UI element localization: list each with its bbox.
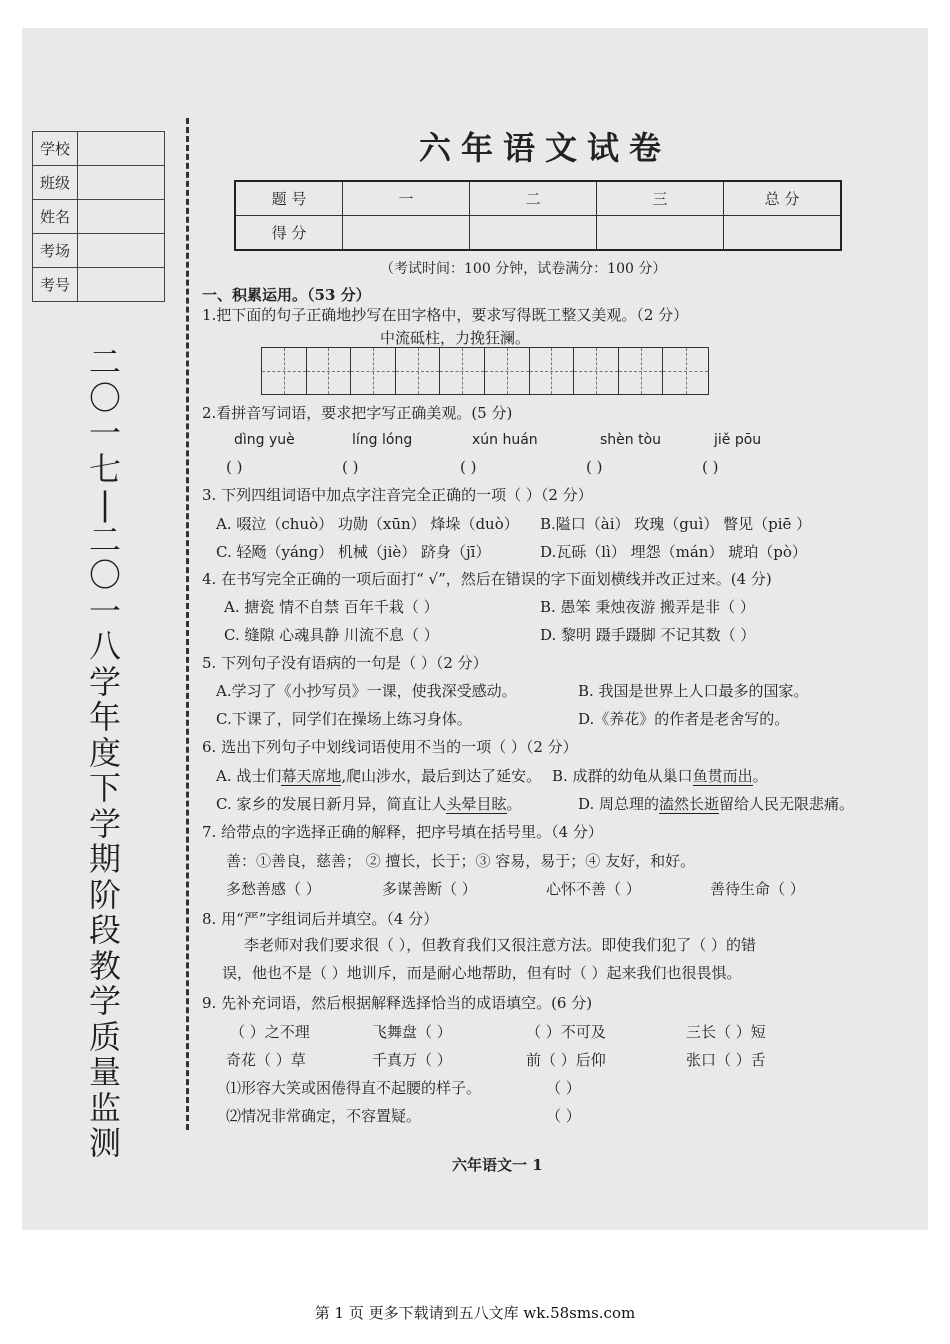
score-header-cell: 二: [470, 181, 597, 216]
option-b: B.隘口（ài） 玫瑰（guì） 瞥见（piē ）: [540, 515, 812, 533]
underlined-word: 头晕目眩: [446, 795, 507, 813]
question-4: 4. 在书写完全正确的一项后面打“ √”，然后在错误的字下面划横线并改正过来。(4 分): [202, 570, 772, 588]
option-b: B. 愚笨 秉烛夜游 搬弄是非（ ）: [540, 598, 755, 616]
option-d: D.《养花》的作者是老舍写的。: [578, 710, 790, 728]
copy-sentence: 中流砥柱，力挽狂澜。: [380, 329, 531, 347]
score-header-cell: 一: [343, 181, 470, 216]
score-cell: [724, 216, 842, 251]
vertical-title-char: 学: [88, 982, 121, 1020]
vertical-title-char: 度: [88, 733, 121, 772]
info-label: 学校: [33, 132, 78, 166]
vertical-title-char: 监: [88, 1088, 121, 1127]
word-item: 心怀不善（ ）: [546, 880, 641, 898]
page-footer: 六年语文一 1: [452, 1156, 543, 1174]
student-info-table: [32, 131, 165, 302]
info-label: 班级: [33, 166, 78, 200]
grid-cell[interactable]: [307, 348, 352, 394]
vertical-title-char: 二: [88, 520, 121, 559]
vertical-title-char: 学: [88, 804, 121, 843]
option-c: C. 轻飏（yáng） 机械（jiè） 跻身（jī）: [216, 543, 491, 561]
pinyin-item: jiě pōu: [714, 432, 762, 448]
grid-cell[interactable]: [619, 348, 664, 394]
explanation: ⑴形容大笑或困倦得直不起腰的样子。: [226, 1079, 482, 1097]
question-6: 6. 选出下列句子中划线词语使用不当的一项（ ）（2 分）: [202, 738, 578, 756]
score-header-cell: 题 号: [235, 181, 343, 216]
option-d: D.瓦砾（lì） 埋怨（mán） 琥珀（pò）: [540, 543, 807, 561]
idiom-item: 张口（ ）舌: [686, 1051, 766, 1069]
vertical-title-char: 八: [88, 627, 121, 665]
answer-blank[interactable]: （ ）: [546, 1079, 581, 1097]
underlined-word: 幕天席地: [281, 767, 342, 785]
word-item: 善待生命（ ）: [710, 880, 805, 898]
underlined-word: 鱼贯而出: [692, 767, 753, 785]
option-b: B. 成群的幼龟从巢口鱼贯而出。: [552, 767, 768, 785]
pinyin-item: líng lóng: [352, 432, 413, 448]
vertical-title-char: 测: [88, 1124, 121, 1162]
exam-note: （考试时间：100 分钟，试卷满分：100 分）: [380, 261, 667, 277]
grid-cell[interactable]: [396, 348, 441, 394]
grid-cell[interactable]: [530, 348, 575, 394]
score-cell: [343, 216, 470, 251]
info-value-field: [78, 268, 165, 302]
vertical-title-char: 学: [88, 662, 121, 701]
pinyin-item: dìng yuè: [234, 432, 295, 448]
info-label: 考场: [33, 234, 78, 268]
vertical-title-char: 量: [88, 1053, 121, 1091]
vertical-title-char: 七: [88, 449, 121, 488]
question-5: 5. 下列句子没有语病的一句是（ ）（2 分）: [202, 654, 488, 672]
question-3: 3. 下列四组词语中加点字注音完全正确的一项（ ）（2 分）: [202, 486, 593, 504]
underlined-word: 溘然长逝: [659, 795, 720, 813]
exam-title: 六年语文试卷: [418, 129, 671, 167]
info-value-field: [78, 200, 165, 234]
option-d: D. 黎明 蹑手蹑脚 不记其数（ ）: [540, 626, 756, 644]
vertical-title-char: 教: [88, 946, 121, 985]
grid-cell[interactable]: [574, 348, 619, 394]
idiom-item: 前（ ）后仰: [526, 1051, 606, 1069]
vertical-title-char: 一: [88, 591, 121, 630]
page-info: 第 1 页 更多下载请到五八文库 wk.58sms.com: [314, 1304, 636, 1322]
fill-text: 李老师对我们要求很（ ），但教育我们又很注意方法。即使我们犯了（ ）的错: [244, 936, 757, 954]
score-header-cell: 三: [597, 181, 724, 216]
vertical-title-char: 段: [88, 911, 121, 949]
vertical-title-char: 〇: [88, 556, 121, 594]
vertical-title-char: 年: [88, 698, 121, 736]
word-item: 多愁善感（ ）: [226, 880, 321, 898]
pinyin-item: xún huán: [472, 432, 538, 448]
answer-blank[interactable]: ( ): [342, 458, 359, 476]
option-a: A. 啜泣（chuò） 功勋（xūn） 烽垛（duò）: [216, 515, 519, 533]
grid-cell[interactable]: [262, 348, 307, 394]
vertical-title-char: |: [99, 485, 111, 523]
info-value-field: [78, 166, 165, 200]
idiom-item: 三长（ ）短: [686, 1023, 766, 1041]
word-item: 多谋善断（ ）: [382, 880, 477, 898]
option-b: B. 我国是世界上人口最多的国家。: [578, 682, 809, 700]
info-value-field: [78, 132, 165, 166]
vertical-title-char: 二: [88, 343, 121, 381]
idiom-item: 奇花（ ）草: [226, 1051, 306, 1069]
idiom-item: （ ）不可及: [526, 1023, 606, 1041]
vertical-title-char: 阶: [88, 875, 121, 914]
question-8: 8. 用“严”字组词后并填空。（4 分）: [202, 910, 439, 928]
answer-blank[interactable]: ( ): [226, 458, 243, 476]
pinyin-item: shèn tòu: [600, 432, 662, 448]
grid-cell[interactable]: [440, 348, 485, 394]
idiom-item: （ ）之不理: [230, 1023, 310, 1041]
option-c: C. 家乡的发展日新月异，简直让人头晕目眩。: [216, 795, 522, 813]
answer-blank[interactable]: ( ): [702, 458, 719, 476]
word-meanings: 善：①善良，慈善； ② 擅长，长于；③ 容易，易于；④ 友好，和好。: [226, 852, 696, 870]
option-a: A. 战士们幕天席地,爬山涉水，最后到达了延安。: [216, 767, 542, 785]
answer-blank[interactable]: （ ）: [546, 1107, 581, 1125]
score-cell: [597, 216, 724, 251]
info-label: 考号: [33, 268, 78, 302]
question-7: 7. 给带点的字选择正确的解释，把序号填在括号里。（4 分）: [202, 823, 603, 841]
grid-cell[interactable]: [663, 348, 708, 394]
fill-text: 误，他也不是（ ）地训斥，而是耐心地帮助，但有时（ ）起来我们也很畏惧。: [222, 964, 742, 982]
vertical-title-char: 质: [88, 1017, 121, 1056]
grid-cell[interactable]: [485, 348, 530, 394]
vertical-exam-title: [80, 345, 130, 1162]
idiom-item: 千真万（ ）: [372, 1051, 452, 1069]
option-c: C.下课了，同学们在操场上练习身体。: [216, 710, 472, 728]
score-header-cell: 总 分: [724, 181, 842, 216]
option-a: A. 搪瓷 情不自禁 百年千栽（ ）: [224, 598, 439, 616]
vertical-title-char: 一: [88, 414, 121, 452]
vertical-title-char: 下: [88, 769, 121, 807]
explanation: ⑵情况非常确定，不容置疑。: [226, 1107, 422, 1125]
option-a: A.学习了《小抄写员》一课，使我深受感动。: [216, 682, 517, 700]
binding-dashed-line: [186, 118, 189, 1130]
answer-blank[interactable]: ( ): [586, 458, 603, 476]
option-c: C. 缝隙 心魂具静 川流不息（ ）: [224, 626, 439, 644]
section-title: 一、积累运用。（53 分）: [202, 286, 371, 304]
question-2: 2.看拼音写词语，要求把字写正确美观。(5 分): [202, 404, 513, 422]
idiom-item: 飞舞盘（ ）: [372, 1023, 452, 1041]
info-label: 姓名: [33, 200, 78, 234]
option-d: D. 周总理的溘然长逝留给人民无限悲痛。: [578, 795, 855, 813]
writing-grid[interactable]: [261, 347, 709, 395]
score-cell: [470, 216, 597, 251]
score-table: [234, 180, 842, 251]
answer-blank[interactable]: ( ): [460, 458, 477, 476]
question-9: 9. 先补充词语，然后根据解释选择恰当的成语填空。(6 分): [202, 994, 593, 1012]
question-1: 1.把下面的句子正确地抄写在田字格中，要求写得既工整又美观。（2 分）: [202, 306, 689, 324]
grid-cell[interactable]: [351, 348, 396, 394]
info-value-field: [78, 234, 165, 268]
score-row-label: 得 分: [235, 216, 343, 251]
vertical-title-char: 期: [88, 840, 121, 878]
vertical-title-char: 〇: [88, 378, 121, 417]
